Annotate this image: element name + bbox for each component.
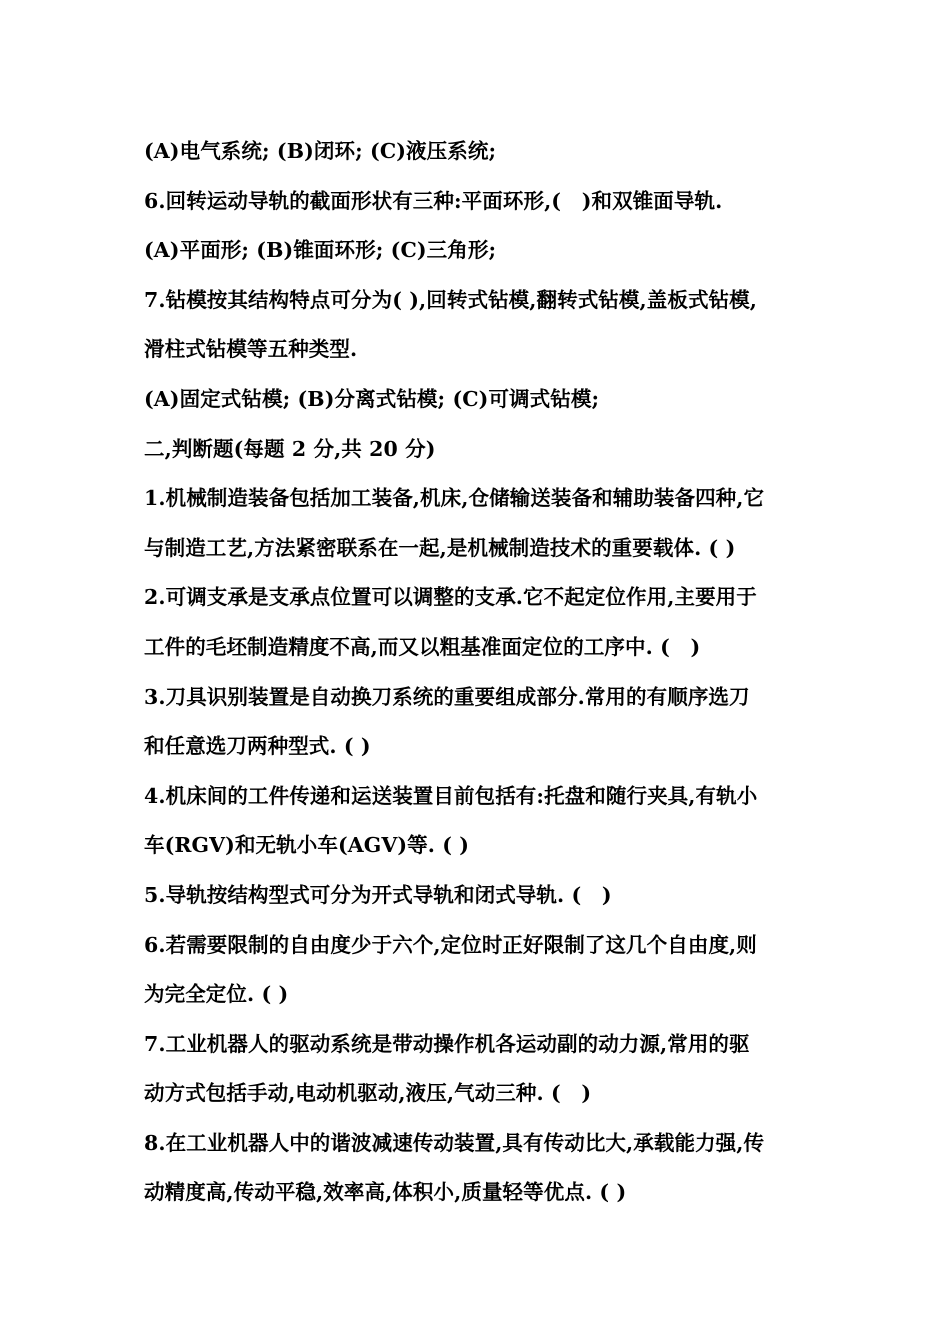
tf-question-1-line-1: 1.机械制造装备包括加工装备,机床,仓储输送装备和辅助装备四种,它: [144, 486, 765, 511]
question-6-line-1: 6.回转运动导轨的截面形状有三种:平面环形,( )和双锥面导轨.: [144, 188, 723, 213]
tf-question-7-line-2: 动方式包括手动,电动机驱动,液压,气动三种. ( ): [144, 1081, 592, 1106]
options-q7: (A)固定式钻模; (B)分离式钻模; (C)可调式钻模;: [144, 386, 600, 411]
tf-question-7-line-1: 7.工业机器人的驱动系统是带动操作机各运动副的动力源,常用的驱: [144, 1031, 750, 1056]
question-7-line-2: 滑柱式钻模等五种类型.: [144, 337, 358, 362]
document-body: [144, 127, 812, 1218]
options-q6: (A)平面形; (B)锥面环形; (C)三角形;: [144, 238, 497, 263]
tf-question-3-line-2: 和任意选刀两种型式. ( ): [144, 734, 371, 759]
tf-question-2-line-2: 工件的毛坯制造精度不高,而又以粗基准面定位的工序中. ( ): [144, 634, 701, 659]
options-q5: (A)电气系统; (B)闭环; (C)液压系统;: [144, 139, 497, 163]
tf-question-4-line-1: 4.机床间的工件传递和运送装置目前包括有:托盘和随行夹具,有轨小: [144, 783, 758, 808]
tf-question-5: 5.导轨按结构型式可分为开式导轨和闭式导轨. ( ): [144, 882, 612, 907]
tf-question-2-line-1: 2.可调支承是支承点位置可以调整的支承.它不起定位作用,主要用于: [144, 585, 757, 610]
tf-question-4-line-2: 车(RGV)和无轨小车(AGV)等. ( ): [144, 833, 470, 858]
tf-question-8-line-2: 动精度高,传动平稳,效率高,体积小,质量轻等优点. ( ): [144, 1180, 627, 1205]
tf-question-6-line-1: 6.若需要限制的自由度少于六个,定位时正好限制了这几个自由度,则: [144, 932, 757, 957]
section-heading-true-false: 二,判断题(每题 2 分,共 20 分): [144, 436, 436, 461]
tf-question-6-line-2: 为完全定位. ( ): [144, 982, 289, 1007]
tf-question-8-line-1: 8.在工业机器人中的谐波减速传动装置,具有传动比大,承载能力强,传: [144, 1130, 765, 1155]
tf-question-3-line-1: 3.刀具识别装置是自动换刀系统的重要组成部分.常用的有顺序选刀: [144, 684, 750, 709]
question-7-line-1: 7.钻模按其结构特点可分为( ),回转式钻模,翻转式钻模,盖板式钻模,: [144, 287, 757, 312]
tf-question-1-line-2: 与制造工艺,方法紧密联系在一起,是机械制造技术的重要载体. ( ): [144, 535, 736, 560]
